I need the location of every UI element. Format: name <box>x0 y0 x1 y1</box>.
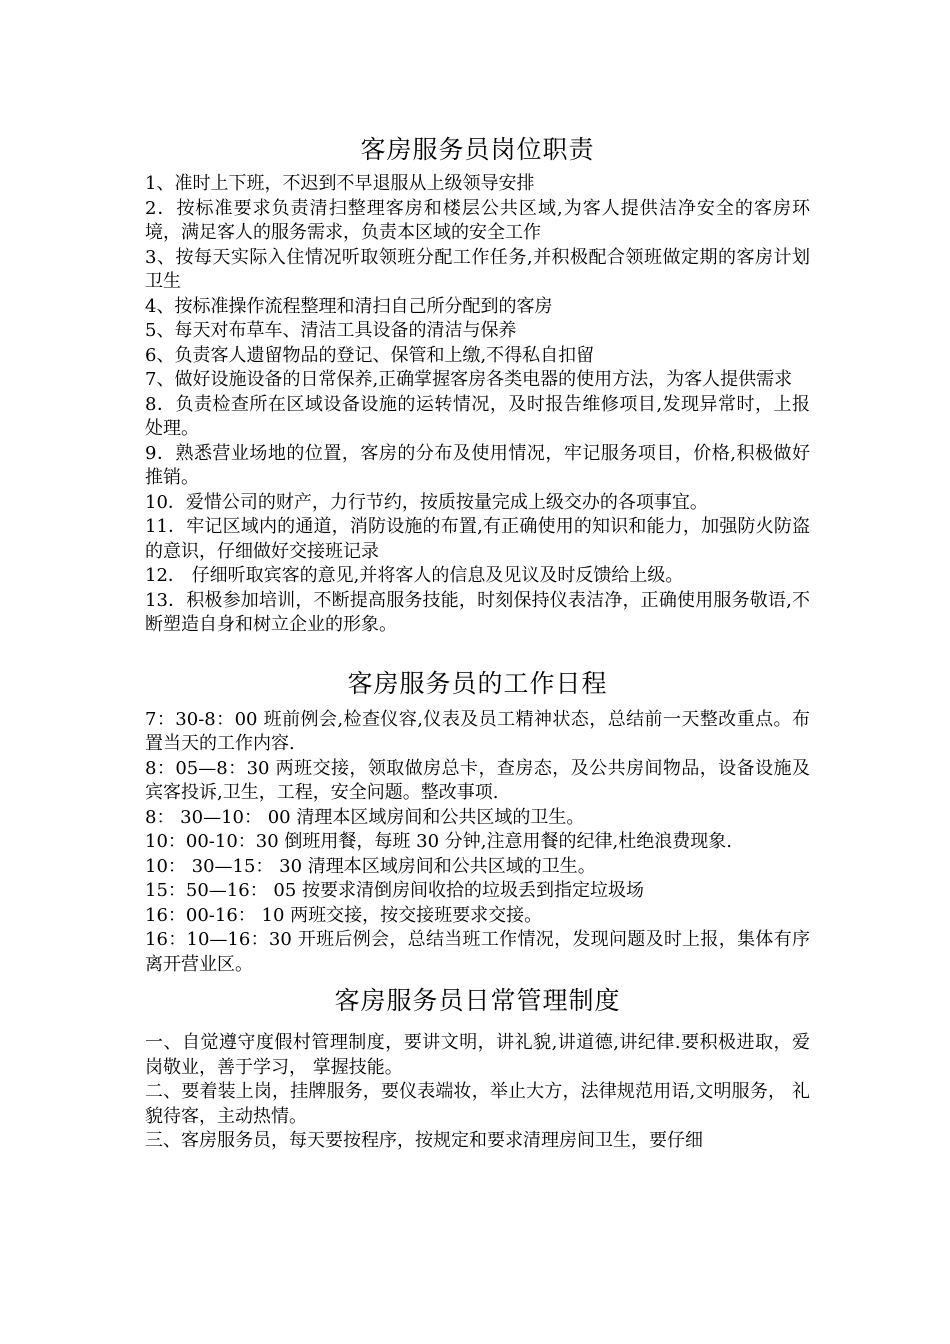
section-title: 客房服务员的工作日程 <box>347 668 608 698</box>
schedule-item: 8： 30—10： 00 清理本区域房间和公共区域的卫生。 <box>145 806 585 828</box>
schedule-item: 15：50—16： 05 按要求清倒房间收拾的垃圾丢到指定垃圾场 <box>145 880 645 901</box>
section-title: 客房服务员日常管理制度 <box>334 986 621 1015</box>
document-page <box>145 130 810 1154</box>
rule-item: 二、要着装上岗，挂牌服务，要仪表端妆，举止大方，法律规范用语,文明服务， 礼貌待客，主动热情。 <box>145 1081 810 1127</box>
duty-item: 2．按标准要求负责清扫整理客房和楼层公共区域,为客人提供洁净安全的客房环境，满足客人的服务需求，负责本区域的安全工作 <box>145 197 810 243</box>
schedule-item: 16：10—16：30 开班后例会，总结当班工作情况，发现问题及时上报，集体有序离开营业区。 <box>145 929 810 975</box>
schedule-item: 8：05—8：30 两班交接，领取做房总卡，查房态，及公共房间物品，设备设施及宾客投诉,卫生，工程，安全问题。整改事项. <box>145 757 810 803</box>
duty-item: 11．牢记区域内的通道，消防设施的布置,有正确使用的知识和能力，加强防火防盗的意识，仔细做好交接班记录 <box>145 516 810 562</box>
duty-item: 7、做好设施设备的日常保养,正确掌握客房各类电器的使用方法，为客人提供需求 <box>145 369 793 390</box>
schedule-item: 10： 30—15： 30 清理本区域房间和公共区域的卫生。 <box>145 855 596 877</box>
duty-item: 5、每天对布草车、清洁工具设备的清洁与保养 <box>145 320 517 341</box>
duty-item: 13．积极参加培训，不断提高服务技能，时刻保持仪表洁净，正确使用服务敬语,不断塑造自身和树立企业的形象。 <box>145 589 810 635</box>
section-work-schedule <box>145 664 810 978</box>
section-daily-rules <box>145 981 810 1154</box>
section-title: 客房服务员岗位职责 <box>360 135 595 164</box>
duty-item: 6、负责客人遗留物品的登记、保管和上缴,不得私自扣留 <box>145 344 595 366</box>
section-job-duties <box>145 130 810 638</box>
rule-item: 一、自觉遵守度假村管理制度，要讲文明，讲礼貌,讲道德,讲纪律.要积极进取，爱岗敬业，善于学习， 掌握技能。 <box>145 1032 810 1078</box>
duty-item: 12． 仔细听取宾客的意见,并将客人的信息及见议及时反馈给上级。 <box>145 565 684 586</box>
duty-item: 1、准时上下班，不迟到不早退服从上级领导安排 <box>145 173 535 194</box>
duty-item: 8．负责检查所在区域设备设施的运转情况，及时报告维修项目,发现异常时，上报处理。 <box>145 393 810 439</box>
duty-item: 9．熟悉营业场地的位置，客房的分布及使用情况，牢记服务项目，价格,积极做好推销。 <box>145 442 810 488</box>
duty-item: 4、按标准操作流程整理和清扫自己所分配到的客房 <box>145 295 553 317</box>
rule-item: 三、客房服务员，每天要按程序，按规定和要求清理房间卫生，要仔细 <box>145 1130 703 1151</box>
duty-item: 10．爱惜公司的财产，力行节约，按质按量完成上级交办的各项事宜。 <box>145 491 708 513</box>
schedule-item: 16：00-16： 10 两班交接，按交接班要求交接。 <box>145 904 543 926</box>
schedule-item: 7：30-8：00 班前例会,检查仪容,仪表及员工精神状态，总结前一天整改重点。布置当天的工作内容. <box>145 708 810 754</box>
duty-item: 3、按每天实际入住情况听取领班分配工作任务,并积极配合领班做定期的客房计划卫生 <box>145 246 810 292</box>
schedule-item: 10：00-10：30 倒班用餐，每班 30 分钟,注意用餐的纪律,杜绝浪费现象. <box>145 831 732 852</box>
